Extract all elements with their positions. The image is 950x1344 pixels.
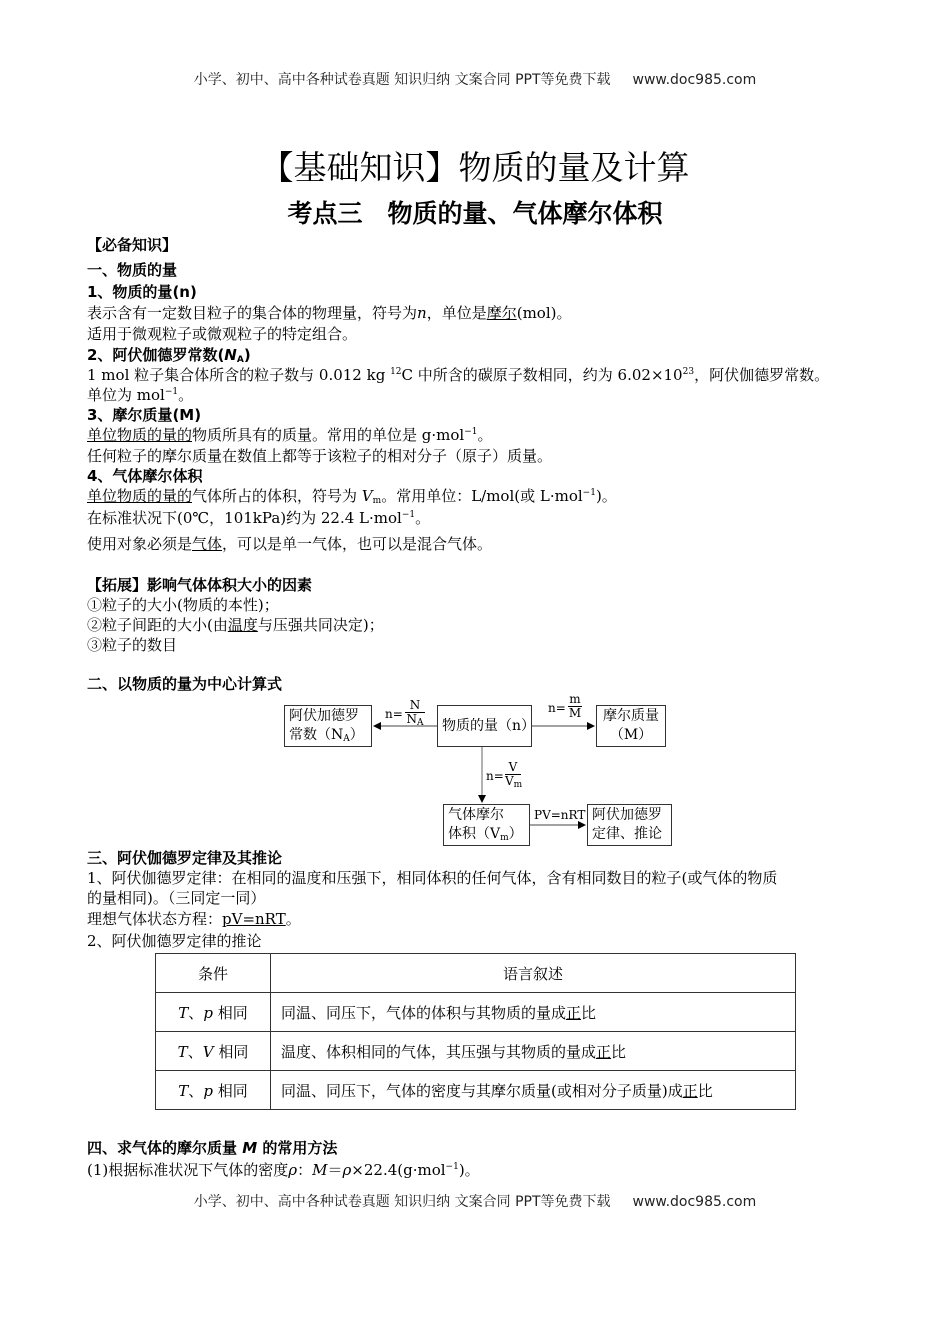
- section-label: 【必备知识】: [87, 236, 178, 254]
- avogadro-law-box: 阿伏加德罗 定律、推论: [587, 804, 672, 846]
- page-footer: [0, 1191, 950, 1211]
- condition-cell: T、V 相同: [156, 1032, 271, 1071]
- document-page: 小学、初中、高中各种试卷真题 知识归纳 文案合同 PPT等免费下载 www.doc985.com 【基础知识】物质的量及计算 考点三 物质的量、气体摩尔体积 【必备知识】 一、物质的量 1、物质的量(n) 表示含有一定数目粒子的集合体的物理量，符号为n，单位是摩尔(mol)。 适用于微观粒子或微观粒子的特定组合。 2、阿伏伽德罗常数$(N_A)$ 1 mol 粒子集合体所含的粒子数与 0.012 kg $^{12}$C 中所含的碳原子数相同，约为 $6.02\times 10^{23}$，阿伏伽德罗常数。 单位为 mol$^{-1}$。 3、摩尔质量(M) 单位物质的量的物质所具有的质量。常用的单位是 g·mol$^{-1}$。 任何粒子的摩尔质量在数值上都等于该粒子的相对分子（原子）质量。 4、气体摩尔体积 单位物质的量的气体所占的体积，符号为 $V_m$。常用单位：L/mol(或 L·mol$^{-1}$)。 在标准状况下(0℃，101kPa)约为 22.4 L·mol$^{-1}$。 使用对象必须是气体，可以是单一气体，也可以是混合气体。 【拓展】影响气体体积大小的因素 ①粒子的大小(物质的本性)； ②粒子间距的大小(由温度与压强共同决定)； ③粒子的数目 二、以物质的量为中心计算式 阿伏加德罗 常数$(N_A)$ 物质的量（n） 摩尔质量 （M） 气体摩尔 体积$(V_m)$ 阿伏加德罗 定律、推论 n= N $N_A$ n= m M n= V $V_m$ PV=nRT 三、阿伏伽德罗定律及其推论 1、阿伏伽德罗定律：在相同的温度和压强下，相同体积的任何气体，含有相同数目的粒子(或气体的物质 的量相同)。（三同定一同） 理想气体状态方程：pV=nRT。 2、阿伏伽德罗定律的推论 条件 语言叙述 T、p 相同 同温、同压下，气体的体积与其物质的量成正比 T、V 相同 温度、体积相同的气体，其压强与其物质的量成正比 T、p 相同 同温、同压下，气体的密度与其摩尔质量(或相对分子质量)成正比 四、求气体的摩尔质量 M 的常用方法 (1)根据标准状况下气体的密度ρ：M＝ρ×22.4(g·mol$^{-1}$)。 小学、初中、高中各种试卷真题 知识归纳 文案合同 PPT等免费下载 www.doc985.com: [0, 0, 950, 1344]
- text-line: 2、阿伏伽德罗定律的推论: [87, 932, 262, 950]
- statement-cell: 温度、体积相同的气体，其压强与其物质的量成正比: [271, 1032, 796, 1071]
- header-text: 小学、初中、高中各种试卷真题 知识归纳 文案合同 PPT等免费下载: [193, 72, 611, 88]
- avogadro-inference-table: [155, 953, 796, 1110]
- text-line: 理想气体状态方程：pV=nRT。: [87, 910, 301, 928]
- header-url[interactable]: www.doc985.com: [632, 72, 757, 88]
- column-header: 条件: [156, 954, 271, 993]
- text-line: 单位物质的量的气体所占的体积，符号为 $V_m$。常用单位：L/mol(或 L·mol$^{-1}$)。: [87, 487, 617, 506]
- table-row: [156, 1071, 796, 1110]
- text-line: 单位物质的量的物质所具有的质量。常用的单位是 g·mol$^{-1}$。: [87, 426, 493, 444]
- text-line: 的量相同)。（三同定一同）: [87, 889, 266, 907]
- subheading: 4、气体摩尔体积: [87, 467, 203, 485]
- condition-cell: T、p 相同: [156, 993, 271, 1032]
- table-header-row: [156, 954, 796, 993]
- subheading: 1、物质的量(n): [87, 283, 197, 301]
- page-title: 【基础知识】物质的量及计算: [260, 148, 690, 187]
- amount-of-substance-box: 物质的量（n）: [437, 705, 532, 747]
- text-line: 在标准状况下(0℃，101kPa)约为 22.4 L·mol$^{-1}$。: [87, 509, 431, 527]
- column-header: 语言叙述: [271, 954, 796, 993]
- text-line: 表示含有一定数目粒子的集合体的物理量，符号为n，单位是摩尔(mol)。: [87, 304, 572, 322]
- list-item: ②粒子间距的大小(由温度与压强共同决定)；: [87, 616, 384, 634]
- expand-heading: 【拓展】影响气体体积大小的因素: [87, 576, 313, 594]
- avogadro-constant-box: 阿伏加德罗 常数$(N_A)$: [284, 705, 372, 747]
- section-heading: 二、以物质的量为中心计算式: [87, 675, 283, 693]
- text-line: 任何粒子的摩尔质量在数值上都等于该粒子的相对分子（原子）质量。: [87, 447, 553, 465]
- section-heading: 四、求气体的摩尔质量 M 的常用方法: [87, 1139, 338, 1157]
- section-heading: 一、物质的量: [87, 261, 178, 279]
- table-row: [156, 1032, 796, 1071]
- footer-url[interactable]: www.doc985.com: [632, 1194, 757, 1210]
- subheading: 3、摩尔质量(M): [87, 406, 202, 424]
- condition-cell: T、p 相同: [156, 1071, 271, 1110]
- footer-text: 小学、初中、高中各种试卷真题 知识归纳 文案合同 PPT等免费下载: [193, 1194, 611, 1210]
- text-line: 使用对象必须是气体，可以是单一气体，也可以是混合气体。: [87, 535, 493, 553]
- section-heading: 三、阿伏伽德罗定律及其推论: [87, 849, 283, 867]
- statement-cell: 同温、同压下，气体的体积与其物质的量成正比: [271, 993, 796, 1032]
- text-line: 单位为 mol$^{-1}$。: [87, 386, 194, 404]
- text-line: 1、阿伏伽德罗定律：在相同的温度和压强下，相同体积的任何气体，含有相同数目的粒子(或气体的物质: [87, 869, 778, 887]
- text-line: 1 mol 粒子集合体所含的粒子数与 0.012 kg $^{12}$C 中所含的碳原子数相同，约为 $6.02\times 10^{23}$，阿伏伽德罗常数。: [87, 366, 830, 384]
- molar-mass-box: 摩尔质量 （M）: [596, 705, 666, 747]
- page-subtitle: 考点三 物质的量、气体摩尔体积: [287, 199, 663, 228]
- text-line: (1)根据标准状况下气体的密度ρ：M＝ρ×22.4(g·mol$^{-1}$)。: [87, 1161, 480, 1179]
- molar-volume-box: 气体摩尔 体积$(V_m)$: [443, 804, 530, 846]
- formula-pv-nrt: PV=nRT: [534, 808, 586, 822]
- table-row: [156, 993, 796, 1032]
- list-item: ③粒子的数目: [87, 636, 178, 654]
- statement-cell: 同温、同压下，气体的密度与其摩尔质量(或相对分子质量)成正比: [271, 1071, 796, 1110]
- list-item: ①粒子的大小(物质的本性)；: [87, 596, 279, 614]
- text-line: 适用于微观粒子或微观粒子的特定组合。: [87, 325, 358, 343]
- subheading: 2、阿伏伽德罗常数$(N_A)$: [87, 346, 251, 365]
